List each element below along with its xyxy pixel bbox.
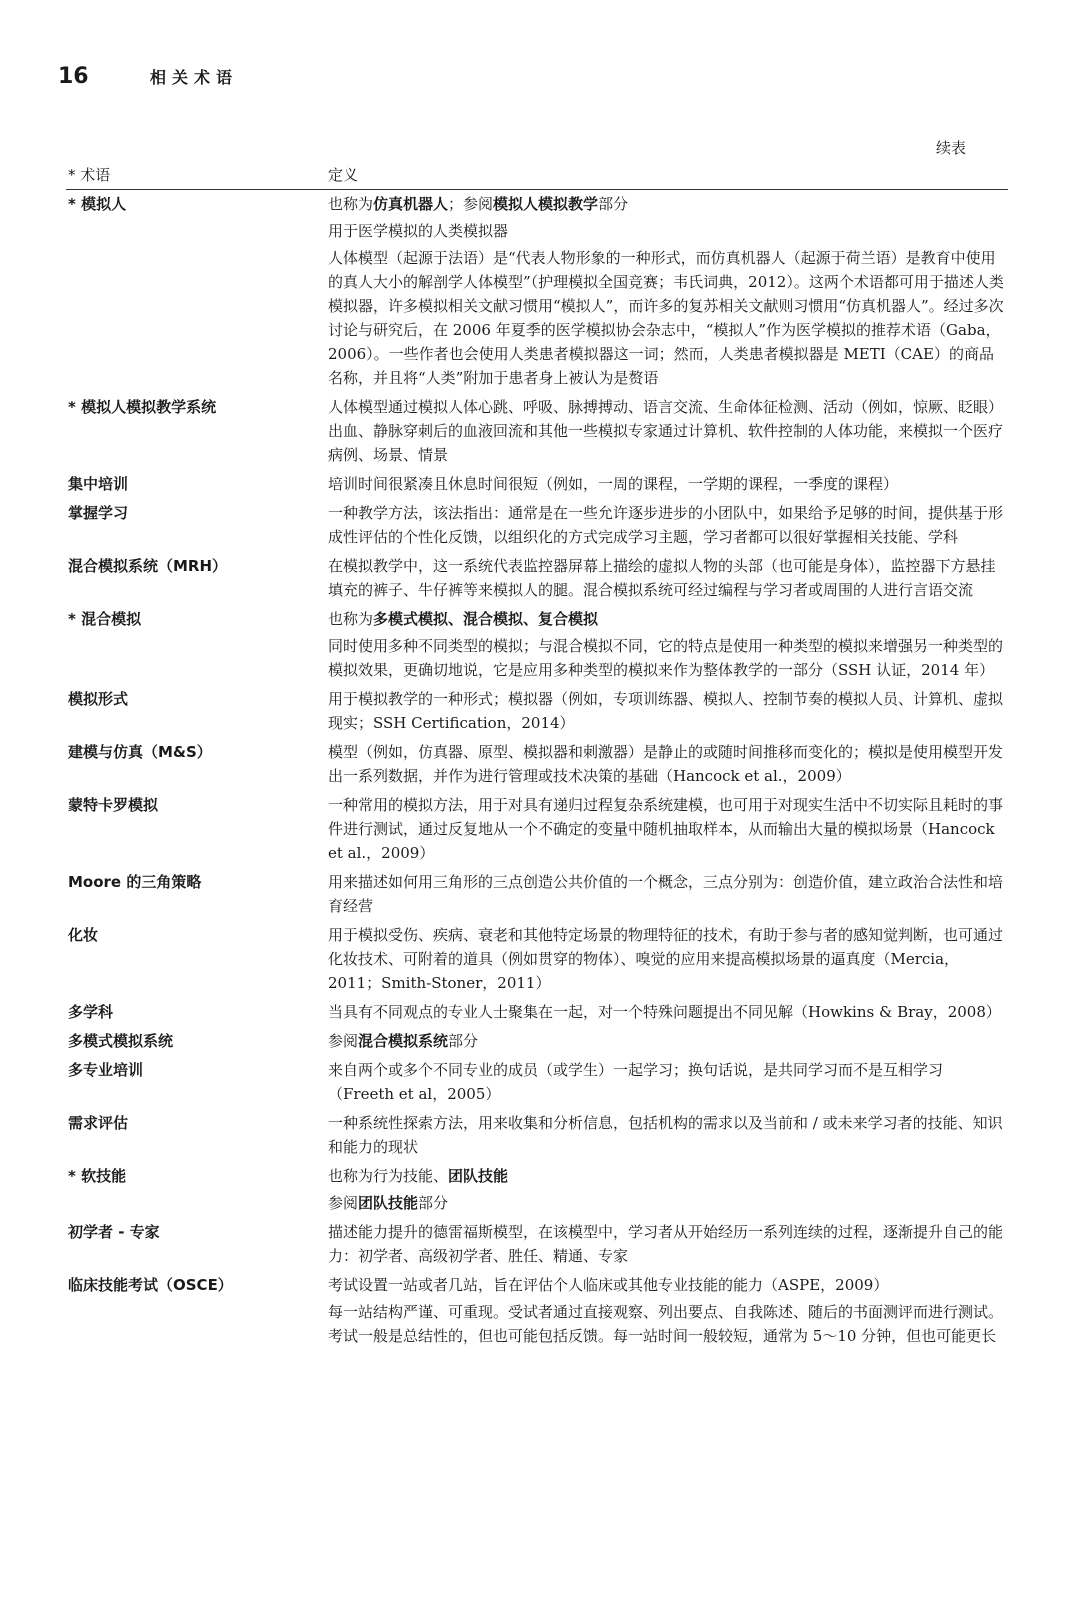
cross-reference-term: 仿真机器人 bbox=[373, 195, 449, 213]
definition-paragraph bbox=[328, 1164, 1008, 1188]
definition-paragraph bbox=[328, 1000, 1008, 1024]
term-cell: 蒙特卡罗模拟 bbox=[68, 796, 159, 814]
term-cell: * 模拟人模拟教学系统 bbox=[68, 398, 217, 416]
definition-cell bbox=[328, 1273, 1008, 1348]
definition-text: 每一站结构严谨、可重现。受试者通过直接观察、列出要点、自我陈述、随后的书面测评而进行测试。考试一般是总结性的，但也可能包括反馈。每一站时间一般较短，通常为 5～10 分钟，但也可能更长 bbox=[328, 1303, 1004, 1345]
definition-cell bbox=[328, 472, 1008, 496]
table-row bbox=[66, 395, 1008, 467]
definition-cell bbox=[328, 1029, 1008, 1053]
page-header bbox=[58, 64, 238, 89]
definition-text: 当具有不同观点的专业人士聚集在一起，对一个特殊问题提出不同见解（Howkins & Bray，2008） bbox=[328, 1003, 1001, 1021]
column-header-definition: 定义 bbox=[328, 166, 359, 184]
definition-text: 描述能力提升的德雷福斯模型，在该模型中，学习者从开始经历一系列连续的过程，逐渐提升自己的能力：初学者、高级初学者、胜任、精通、专家 bbox=[328, 1223, 1004, 1265]
term-cell: * 软技能 bbox=[68, 1167, 127, 1185]
definition-cell bbox=[328, 923, 1008, 995]
definition-paragraph bbox=[328, 1058, 1008, 1106]
table-row bbox=[66, 1273, 1008, 1348]
term-cell: 化妆 bbox=[68, 926, 99, 944]
definition-cell bbox=[328, 687, 1008, 735]
definition-paragraph bbox=[328, 395, 1008, 467]
term-cell: 多专业培训 bbox=[68, 1061, 144, 1079]
definition-paragraph bbox=[328, 1220, 1008, 1268]
table-row bbox=[66, 472, 1008, 496]
definition-text: 一种系统性探索方法，用来收集和分析信息，包括机构的需求以及当前和 / 或未来学习者的技能、知识和能力的现状 bbox=[328, 1114, 1003, 1156]
definition-cell bbox=[328, 192, 1008, 390]
definition-cell bbox=[328, 1220, 1008, 1268]
table-row bbox=[66, 1000, 1008, 1024]
definition-text: 也称为 bbox=[328, 610, 374, 628]
term-cell: Moore 的三角策略 bbox=[68, 873, 202, 891]
term-cell: 集中培训 bbox=[68, 475, 129, 493]
definition-text: 人体模型通过模拟人体心跳、呼吸、脉搏搏动、语言交流、生命体征检测、活动（例如，惊厥、眨眼）出血、静脉穿刺后的血液回流和其他一些模拟专家通过计算机、软件控制的人体功能，来模拟一个医疗病例、场景、情景 bbox=[328, 398, 1004, 464]
definition-text: 用于模拟教学的一种形式；模拟器（例如，专项训练器、模拟人、控制节奏的模拟人员、计算机、虚拟现实；SSH Certification，2014） bbox=[328, 690, 1004, 732]
definition-paragraph bbox=[328, 607, 1008, 631]
definition-cell bbox=[328, 1000, 1008, 1024]
definition-cell bbox=[328, 1058, 1008, 1106]
term-cell: 临床技能考试（OSCE） bbox=[68, 1276, 233, 1294]
definition-text: 考试设置一站或者几站，旨在评估个人临床或其他专业技能的能力（ASPE，2009） bbox=[328, 1276, 889, 1294]
table-row bbox=[66, 740, 1008, 788]
definition-paragraph bbox=[328, 219, 1008, 243]
term-cell: 混合模拟系统（MRH） bbox=[68, 557, 228, 575]
term-cell: 建模与仿真（M&S） bbox=[68, 743, 212, 761]
cross-reference-term: 混合模拟系统 bbox=[358, 1032, 449, 1050]
definition-cell bbox=[328, 1111, 1008, 1159]
definition-text: 参阅 bbox=[328, 1032, 359, 1050]
table-row bbox=[66, 192, 1008, 390]
table-row bbox=[66, 793, 1008, 865]
column-header-term: * 术语 bbox=[68, 166, 111, 184]
glossary-table bbox=[66, 164, 1008, 1353]
cross-reference-term: 团队技能 bbox=[448, 1167, 509, 1185]
table-row bbox=[66, 1058, 1008, 1106]
table-body bbox=[66, 190, 1008, 1348]
definition-text: 参阅 bbox=[328, 1194, 359, 1212]
definition-cell bbox=[328, 554, 1008, 602]
term-cell: 需求评估 bbox=[68, 1114, 129, 1132]
definition-text: ；参阅 bbox=[448, 195, 494, 213]
table-row bbox=[66, 1029, 1008, 1053]
definition-text: 培训时间很紧凑且休息时间很短（例如，一周的课程，一学期的课程，一季度的课程） bbox=[328, 475, 899, 493]
cross-reference-term: 模拟人模拟教学 bbox=[493, 195, 599, 213]
definition-text: 部分 bbox=[418, 1194, 449, 1212]
definition-cell bbox=[328, 1164, 1008, 1215]
definition-cell bbox=[328, 740, 1008, 788]
term-cell: 多学科 bbox=[68, 1003, 114, 1021]
definition-paragraph bbox=[328, 472, 1008, 496]
table-row bbox=[66, 1111, 1008, 1159]
definition-paragraph bbox=[328, 554, 1008, 602]
table-row bbox=[66, 501, 1008, 549]
continued-label: 续表 bbox=[936, 139, 967, 157]
definition-cell bbox=[328, 607, 1008, 682]
definition-text: 也称为行为技能、 bbox=[328, 1167, 449, 1185]
definition-paragraph bbox=[328, 1191, 1008, 1215]
table-row bbox=[66, 687, 1008, 735]
definition-paragraph bbox=[328, 740, 1008, 788]
table-row bbox=[66, 607, 1008, 682]
definition-text: 一种教学方法，该法指出：通常是在一些允许逐步进步的小团队中，如果给予足够的时间，提供基于形成性评估的个性化反馈，以组织化的方式完成学习主题，学习者都可以很好掌握相关技能、学科 bbox=[328, 504, 1004, 546]
definition-text: 在模拟教学中，这一系统代表监控器屏幕上描绘的虚拟人物的头部（也可能是身体），监控器下方悬挂填充的裤子、牛仔裤等来模拟人的腿。混合模拟系统可经过编程与学习者或周围的人进行言语交流 bbox=[328, 557, 996, 599]
term-cell: 初学者 - 专家 bbox=[68, 1223, 160, 1241]
definition-paragraph bbox=[328, 1029, 1008, 1053]
running-title: 相关术语 bbox=[150, 68, 239, 87]
definition-paragraph bbox=[328, 634, 1008, 682]
table-row bbox=[66, 870, 1008, 918]
definition-paragraph bbox=[328, 687, 1008, 735]
page-number: 16 bbox=[58, 64, 89, 89]
definition-paragraph bbox=[328, 246, 1008, 390]
term-cell: * 混合模拟 bbox=[68, 610, 142, 628]
table-row bbox=[66, 923, 1008, 995]
definition-text: 模型（例如，仿真器、原型、模拟器和刺激器）是静止的或随时间推移而变化的；模拟是使用模型开发出一系列数据，并作为进行管理或技术决策的基础（Hancock et al.，2009） bbox=[328, 743, 1004, 785]
definition-cell bbox=[328, 395, 1008, 467]
definition-text: 部分 bbox=[448, 1032, 479, 1050]
term-cell: 多模式模拟系统 bbox=[68, 1032, 174, 1050]
term-cell: * 模拟人 bbox=[68, 195, 127, 213]
definition-text: 用来描述如何用三角形的三点创造公共价值的一个概念，三点分别为：创造价值，建立政治合法性和培育经营 bbox=[328, 873, 1004, 915]
definition-text: 一种常用的模拟方法，用于对具有递归过程复杂系统建模，也可用于对现实生活中不切实际且耗时的事件进行测试，通过反复地从一个不确定的变量中随机抽取样本，从而输出大量的模拟场景（Hancock et al.，2009） bbox=[328, 796, 1004, 862]
definition-paragraph bbox=[328, 793, 1008, 865]
definition-cell bbox=[328, 793, 1008, 865]
definition-paragraph bbox=[328, 192, 1008, 216]
definition-text: 部分 bbox=[598, 195, 629, 213]
term-cell: 模拟形式 bbox=[68, 690, 129, 708]
table-row bbox=[66, 1164, 1008, 1215]
definition-paragraph bbox=[328, 501, 1008, 549]
definition-text: 来自两个或多个不同专业的成员（或学生）一起学习；换句话说，是共同学习而不是互相学习（Freeth et al，2005） bbox=[328, 1061, 944, 1103]
table-row bbox=[66, 1220, 1008, 1268]
definition-paragraph bbox=[328, 1273, 1008, 1297]
cross-reference-term: 多模式模拟、混合模拟、复合模拟 bbox=[373, 610, 599, 628]
definition-paragraph bbox=[328, 870, 1008, 918]
definition-text: 用于医学模拟的人类模拟器 bbox=[328, 222, 509, 240]
term-cell: 掌握学习 bbox=[68, 504, 129, 522]
cross-reference-term: 团队技能 bbox=[358, 1194, 419, 1212]
definition-cell bbox=[328, 501, 1008, 549]
definition-text: 用于模拟受伤、疾病、衰老和其他特定场景的物理特征的技术，有助于参与者的感知觉判断，也可通过化妆技术、可附着的道具（例如贯穿的物体）、嗅觉的应用来提高模拟场景的逼真度（Mercia，2011；Smith-Stoner，2011） bbox=[328, 926, 1004, 992]
table-row bbox=[66, 554, 1008, 602]
table-header bbox=[66, 164, 1008, 190]
definition-text: 也称为 bbox=[328, 195, 374, 213]
definition-cell bbox=[328, 870, 1008, 918]
definition-text: 同时使用多种不同类型的模拟；与混合模拟不同，它的特点是使用一种类型的模拟来增强另一种类型的模拟效果，更确切地说，它是应用多种类型的模拟来作为整体教学的一部分（SSH 认证，2014 年） bbox=[328, 637, 1004, 679]
definition-paragraph bbox=[328, 923, 1008, 995]
definition-text: 人体模型（起源于法语）是“代表人物形象的一种形式，而仿真机器人（起源于荷兰语）是教育中使用的真人大小的解剖学人体模型”（护理模拟全国竞赛；韦氏词典，2012）。这两个术语都可用于描述人类模拟器，许多模拟相关文献习惯用“模拟人”，而许多的复苏相关文献则习惯用“仿真机器人”。经过多次讨论与研究后，在 2006 年夏季的医学模拟协会杂志中，“模拟人”作为医学模拟的推荐术语（Gaba，2006）。一些作者也会使用人类患者模拟器这一词；然而，人类患者模拟器是 METI（CAE）的商品名称，并且将“人类”附加于患者身上被认为是赘语 bbox=[328, 249, 1004, 387]
definition-paragraph bbox=[328, 1300, 1008, 1348]
definition-paragraph bbox=[328, 1111, 1008, 1159]
